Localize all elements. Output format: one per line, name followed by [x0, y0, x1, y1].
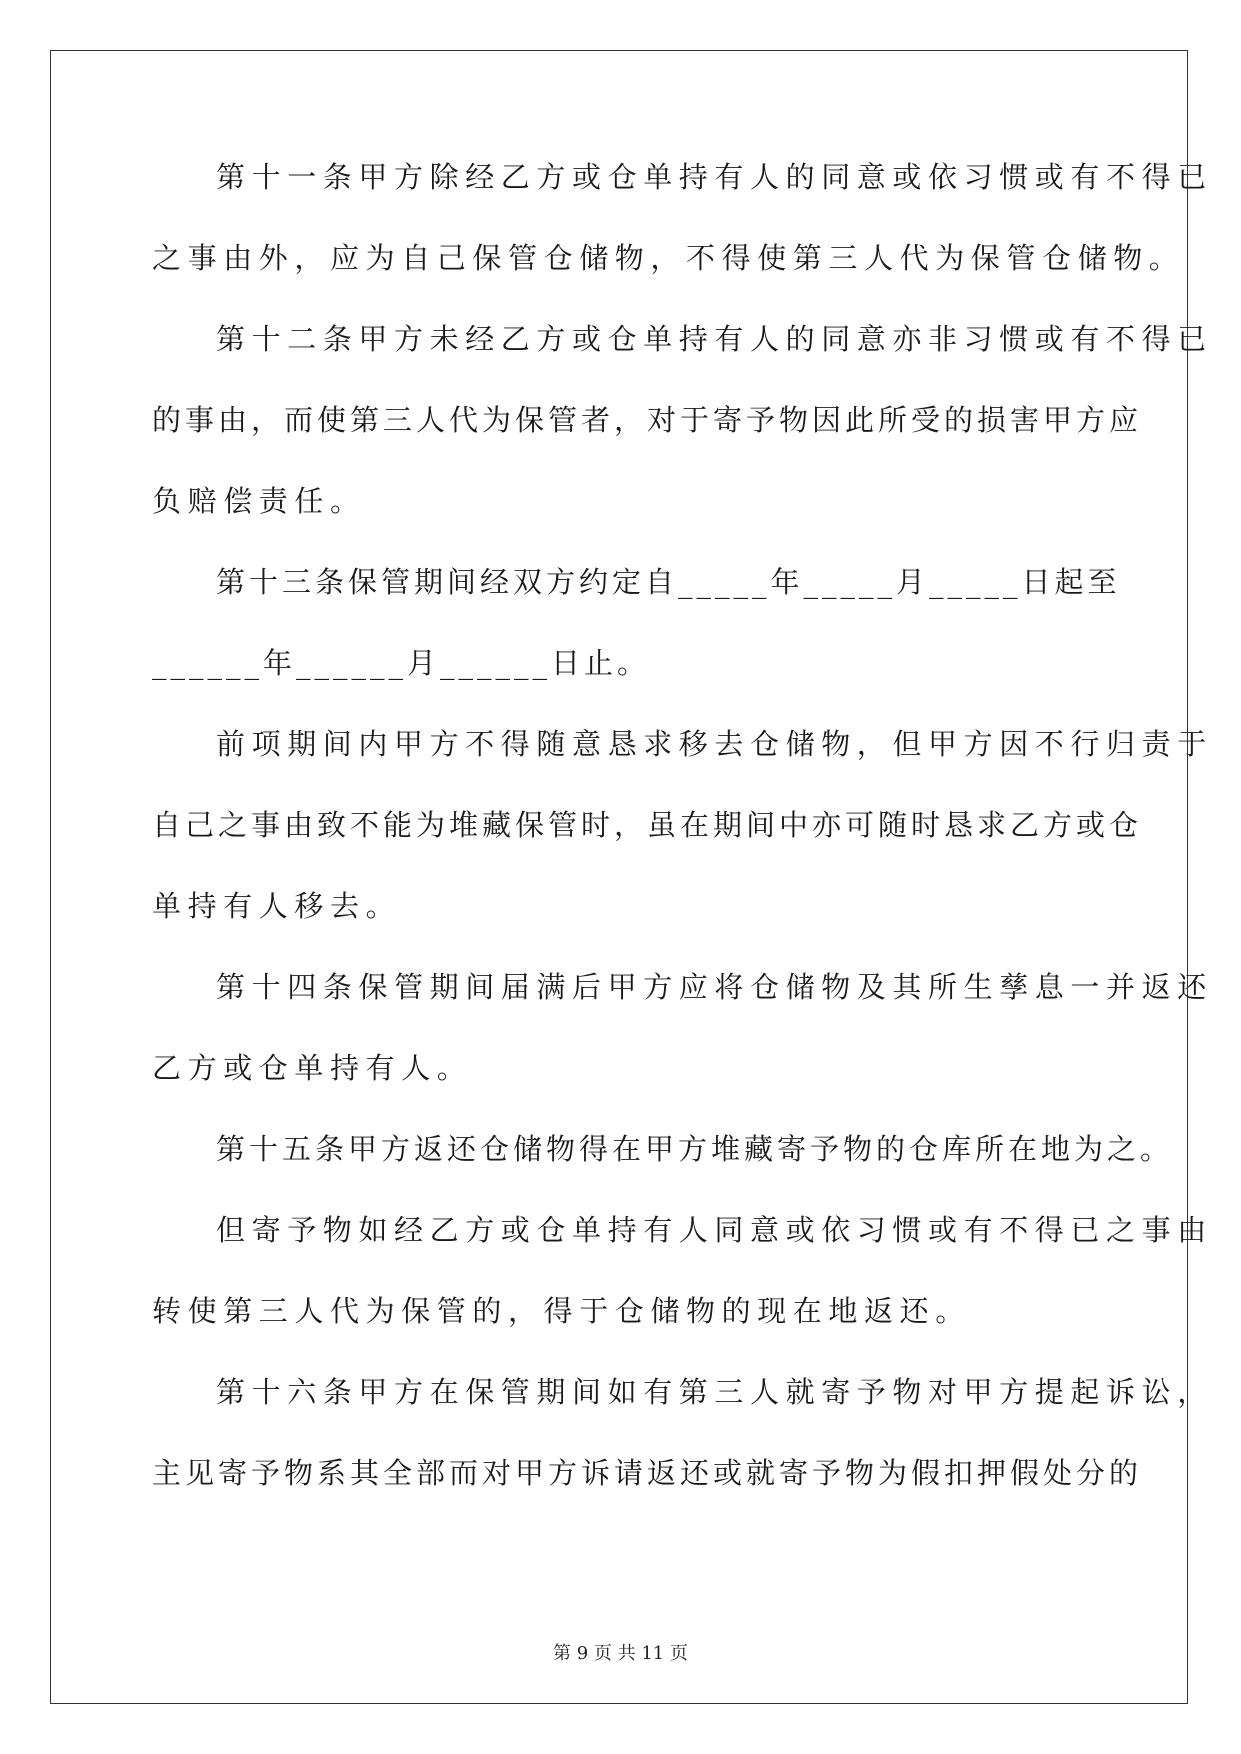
text-line: 第十六条甲方在保管期间如有第三人就寄予物对甲方提起诉讼，: [216, 1375, 1213, 1409]
text-line: 第十二条甲方未经乙方或仓单持有人的同意亦非习惯或有不得已: [216, 322, 1213, 356]
text-line: ______年______月______日止。: [152, 646, 651, 680]
text-line: 自己之事由致不能为堆藏保管时，虽在期间中亦可随时恳求乙方或仓: [152, 808, 1143, 842]
text-line: 第十三条保管期间经双方约定自_____年_____月_____日起至: [216, 565, 1121, 599]
page-number-footer: 第 9 页 共 11 页: [553, 1643, 688, 1664]
text-line: 第十五条甲方返还仓储物得在甲方堆藏寄予物的仓库所在地为之。: [216, 1132, 1174, 1166]
text-line: 负赔偿责任。: [152, 484, 366, 518]
text-line: 转使第三人代为保管的，得于仓储物的现在地返还。: [152, 1294, 971, 1328]
document-body: [152, 160, 1213, 1540]
text-line: 第十一条甲方除经乙方或仓单持有人的同意或依习惯或有不得已: [216, 160, 1213, 194]
text-line: 的事由，而使第三人代为保管者，对于寄予物因此所受的损害甲方应: [152, 403, 1143, 437]
text-line: 第十四条保管期间届满后甲方应将仓储物及其所生孳息一并返还: [216, 970, 1213, 1004]
text-line: 前项期间内甲方不得随意恳求移去仓储物，但甲方因不行归责于: [216, 727, 1213, 761]
text-line: 主见寄予物系其全部而对甲方诉请返还或就寄予物为假扣押假处分的: [152, 1456, 1143, 1490]
text-line: 之事由外，应为自己保管仓储物，不得使第三人代为保管仓储物。: [152, 241, 1185, 275]
text-line: 但寄予物如经乙方或仓单持有人同意或依习惯或有不得已之事由: [216, 1213, 1213, 1247]
text-line: 单持有人移去。: [152, 889, 402, 923]
text-line: 乙方或仓单持有人。: [152, 1051, 473, 1085]
